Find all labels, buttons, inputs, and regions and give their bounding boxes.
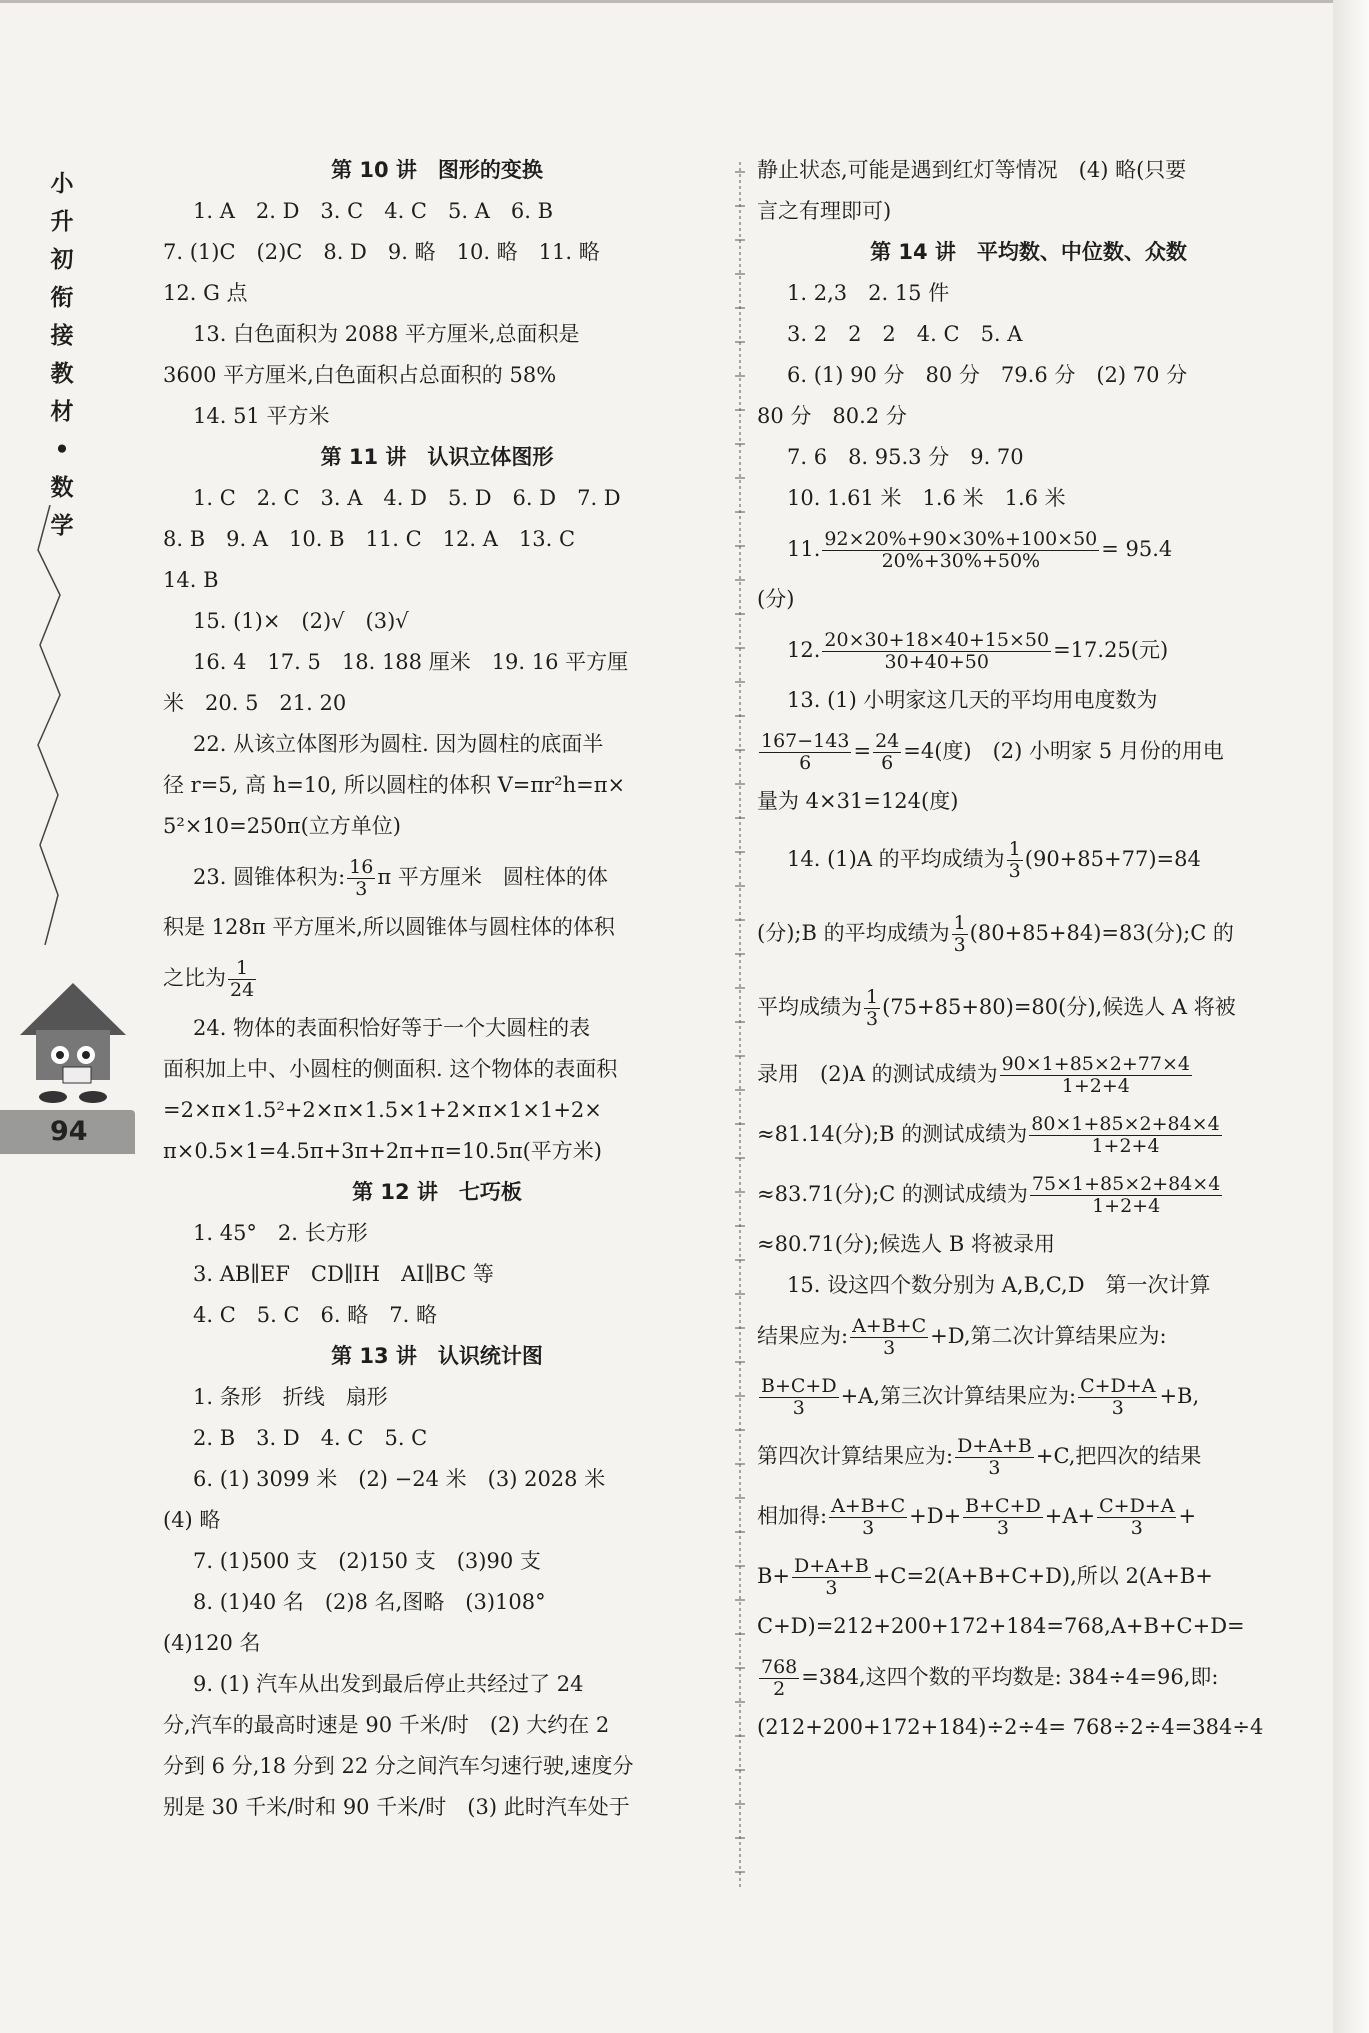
fraction-denominator: 3 [862,1517,875,1539]
fraction-denominator: 2 [773,1678,786,1700]
fraction [1097,1496,1176,1539]
fraction-numerator: A+B+C [831,1495,906,1518]
decorative-zigzag-line [30,505,70,945]
answer-line [757,970,1300,1044]
answer-line: 面积加上中、小圆柱的侧面积. 这个物体的表面积 [163,1057,618,1081]
fraction-numerator: 1 [228,958,256,980]
answer-line: 米 20. 5 21. 20 [163,691,347,715]
text-run: + [1178,1504,1197,1528]
fraction-denominator: 3 [996,1517,1009,1539]
fraction-numerator: B+C+D [965,1495,1041,1518]
answer-line: 6. (1) 3099 米 (2) −24 米 (3) 2028 米 [193,1467,606,1491]
answer-line [757,1306,1300,1366]
fraction [347,857,375,900]
fraction [822,630,1051,673]
answer-line [757,1044,1300,1104]
section-heading: 第 12 讲 七巧板 [352,1180,522,1204]
text-run: 12. [787,638,821,662]
fraction-numerator: D+A+B [794,1555,869,1578]
answer-line: 静止状态,可能是遇到红灯等情况 (4) 略(只要 [757,158,1187,182]
answer-line: 量为 4×31=124(度) [757,789,959,813]
text-run: = [853,739,872,763]
fraction-denominator: 3 [1111,1397,1124,1419]
text-run: 之比为 [163,966,226,990]
answer-line: (4)120 名 [163,1631,261,1655]
text-run: +A+ [1044,1504,1096,1528]
series-title-char: 衔 [50,285,74,311]
fraction-denominator: 3 [1130,1517,1143,1539]
fraction-denominator: 3 [866,1008,879,1030]
fraction-denominator: 24 [230,979,255,1001]
text-run: (90+85+77)=84 [1024,847,1201,871]
fraction-numerator: 768 [761,1656,798,1679]
text-run: π 平方厘米 圆柱体的体 [377,865,608,889]
fraction [759,731,851,774]
section-heading: 第 13 讲 认识统计图 [331,1344,543,1368]
text-run: 14. (1)A 的平均成绩为 [787,847,1005,871]
fraction [955,1436,1034,1479]
text-run: 结果应为: [757,1324,849,1348]
answer-line [757,1647,1300,1707]
answer-line: 径 r=5, 高 h=10, 所以圆柱的体积 V=πr²h=π× [163,773,626,797]
answer-line: 13. (1) 小明家这几天的平均用电度数为 [787,688,1158,712]
fraction-denominator: 6 [881,752,894,774]
fraction [228,958,256,1001]
answer-line: 12. G 点 [163,281,248,305]
answer-line: 3600 平方厘米,白色面积占总面积的 58% [163,363,557,387]
answer-line: π×0.5×1=4.5π+3π+2π+π=10.5π(平方米) [163,1139,603,1163]
fraction [759,1376,839,1419]
answer-line [757,1366,1300,1426]
fraction-denominator: 3 [792,1397,805,1419]
fraction-numerator: A+B+C [852,1315,927,1338]
series-title-char: 小 [50,171,74,197]
answer-line: 分,汽车的最高时速是 90 千米/时 (2) 大约在 2 [163,1713,610,1737]
answer-line [757,519,1300,579]
fraction [1000,1054,1192,1097]
answer-line: 5²×10=250π(立方单位) [163,814,401,838]
fraction-denominator: 1+2+4 [1092,1195,1161,1217]
answer-line: 15. (1)× (2)√ (3)√ [193,609,409,633]
text-run: +D,第二次计算结果应为: [930,1324,1167,1348]
answer-line: 言之有理即可) [757,199,892,223]
fraction-numerator: C+D+A [1080,1375,1156,1398]
answer-line: 16. 4 17. 5 18. 188 厘米 19. 16 平方厘 [193,650,629,674]
answer-line: 3. AB∥EF CD∥IH AI∥BC 等 [193,1262,494,1286]
series-title-char: 数 [50,475,74,501]
fraction-denominator: 3 [953,934,966,956]
series-title-char: 接 [50,323,74,349]
text-run: 平均成绩为 [757,995,862,1019]
text-run: 11. [787,537,821,561]
answer-line [757,822,1300,896]
series-title-char: 学 [50,513,74,539]
answer-line: 4. C 5. C 6. 略 7. 略 [193,1303,437,1327]
text-run: (分);B 的平均成绩为 [757,921,950,945]
fraction-numerator: 75×1+85×2+84×4 [1031,1173,1221,1196]
answer-line [163,948,711,1008]
answer-line: 7. (1)C (2)C 8. D 9. 略 10. 略 11. 略 [163,240,600,264]
fraction [1029,1114,1221,1157]
answer-line [757,1426,1300,1486]
fraction-denominator: 30+40+50 [884,651,989,673]
fraction-numerator: 1 [1008,838,1021,861]
top-rule [0,0,1333,3]
answer-line [163,847,711,907]
answer-line: 14. 51 平方米 [193,404,330,428]
text-run: +B, [1159,1384,1200,1408]
fraction-denominator: 6 [799,752,812,774]
answer-line: 积是 128π 平方厘米,所以圆锥体与圆柱体的体积 [163,915,615,939]
fraction-numerator: 167−143 [761,730,850,753]
answer-line: 1. C 2. C 3. A 4. D 5. D 6. D 7. D [193,486,621,510]
text-run: ≈83.71(分);C 的测试成绩为 [757,1182,1028,1206]
answer-line: 1. 2,3 2. 15 件 [787,281,950,305]
text-run: 第四次计算结果应为: [757,1444,954,1468]
answer-line: 22. 从该立体图形为圆柱. 因为圆柱的底面半 [193,732,604,756]
left-column [163,150,711,1828]
answer-line: 7. (1)500 支 (2)150 支 (3)90 支 [193,1549,541,1573]
section-heading: 第 11 讲 认识立体图形 [320,445,554,469]
answer-line: 8. (1)40 名 (2)8 名,图略 (3)108° [193,1590,546,1614]
series-title-char: • [54,437,70,463]
page-edge [1333,0,1369,2033]
answer-line [757,896,1300,970]
text-run: ≈81.14(分);B 的测试成绩为 [757,1122,1028,1146]
answer-line: 6. (1) 90 分 80 分 79.6 分 (2) 70 分 [787,363,1188,387]
fraction-denominator: 3 [355,878,368,900]
answer-line: 7. 6 8. 95.3 分 9. 70 [787,445,1024,469]
text-run: =4(度) (2) 小明家 5 月份的用电 [903,739,1224,763]
fraction-denominator: 3 [988,1457,1001,1479]
text-run: +C,把四次的结果 [1035,1444,1202,1468]
answer-line: 2. B 3. D 4. C 5. C [193,1426,428,1450]
answer-line [757,721,1300,781]
fraction-numerator: 24 [875,730,900,753]
answer-line: 9. (1) 汽车从出发到最后停止共经过了 24 [193,1672,584,1696]
answer-line: 10. 1.61 米 1.6 米 1.6 米 [787,486,1066,510]
text-run: (75+85+80)=80(分),候选人 A 将被 [882,995,1236,1019]
answer-line: 14. B [163,568,219,592]
answer-line: (4) 略 [163,1508,221,1532]
answer-line: C+D)=212+200+172+184=768,A+B+C+D= [757,1614,1245,1638]
answer-line: 别是 30 千米/时和 90 千米/时 (3) 此时汽车处于 [163,1795,630,1819]
section-heading: 第 10 讲 图形的变换 [331,158,543,182]
text-run: =384,这四个数的平均数是: 384÷4=96,即: [801,1665,1219,1689]
series-title-char: 教 [50,361,74,387]
fraction-denominator: 3 [825,1577,838,1599]
fraction-denominator: 3 [883,1337,896,1359]
text-run: +A,第三次计算结果应为: [840,1384,1077,1408]
answer-line: 13. 白色面积为 2088 平方厘米,总面积是 [193,322,580,346]
answer-line [757,1104,1300,1164]
fraction [822,529,1099,572]
answer-line: 8. B 9. A 10. B 11. C 12. A 13. C [163,527,576,551]
fraction-denominator: 3 [1008,860,1021,882]
fraction-denominator: 1+2+4 [1061,1075,1130,1097]
fraction-numerator: 1 [953,912,966,935]
fraction-numerator: 16 [349,856,374,879]
answer-line: =2×π×1.5²+2×π×1.5×1+2×π×1×1+2× [163,1098,602,1122]
column-divider [733,162,747,1887]
fraction [1030,1174,1222,1217]
answer-line: 80 分 80.2 分 [757,404,907,428]
fraction [792,1556,871,1599]
fraction-numerator: 1 [866,986,879,1009]
text-run: B+ [757,1564,791,1588]
answer-line: 分到 6 分,18 分到 22 分之间汽车匀速行驶,速度分 [163,1754,634,1778]
series-title-char: 升 [50,209,74,235]
series-title [42,165,82,545]
answer-line: 15. 设这四个数分别为 A,B,C,D 第一次计算 [787,1273,1211,1297]
text-run: 23. 圆锥体积为: [193,865,346,889]
fraction-numerator: 80×1+85×2+84×4 [1031,1113,1220,1136]
answer-line: (212+200+172+184)÷2÷4= 768÷2÷4=384÷4 [757,1715,1264,1739]
text-run: =17.25(元) [1053,638,1169,662]
fraction [952,913,968,956]
text-run: 录用 (2)A 的测试成绩为 [757,1062,998,1086]
answer-line [757,1546,1300,1606]
fraction [963,1496,1043,1539]
fraction [829,1496,907,1539]
answer-line: 3. 2 2 2 4. C 5. A [787,322,1023,346]
text-run: (80+85+84)=83(分);C 的 [969,921,1234,945]
answer-line: 1. A 2. D 3. C 4. C 5. A 6. B [193,199,554,223]
fraction-numerator: C+D+A [1099,1495,1175,1518]
fraction-numerator: D+A+B [957,1435,1032,1458]
fraction [1007,839,1023,882]
fraction-numerator: 92×20%+90×30%+100×50 [824,528,1098,551]
house-mascot-icon [8,975,138,1105]
text-run: +D+ [909,1504,962,1528]
answer-line [757,1486,1300,1546]
fraction [759,1657,799,1700]
fraction [864,987,880,1030]
fraction-numerator: 20×30+18×40+15×50 [824,629,1050,652]
section-heading: 第 14 讲 平均数、中位数、众数 [870,240,1187,264]
fraction-numerator: 90×1+85×2+77×4 [1001,1053,1190,1076]
fraction [850,1316,928,1359]
text-run: +C=2(A+B+C+D),所以 2(A+B+ [872,1564,1213,1588]
fraction [1078,1376,1157,1419]
series-title-char: 材 [50,399,74,425]
fraction-denominator: 1+2+4 [1091,1135,1160,1157]
answer-line: 1. 条形 折线 扇形 [193,1385,388,1409]
answer-line: ≈80.71(分);候选人 B 将被录用 [757,1232,1055,1256]
text-run: 相加得: [757,1504,828,1528]
right-column [757,150,1300,1748]
fraction [873,731,901,774]
answer-line: 1. 45° 2. 长方形 [193,1221,368,1245]
answer-line: 24. 物体的表面积恰好等于一个大圆柱的表 [193,1016,591,1040]
text-run: = 95.4 [1101,537,1173,561]
fraction-denominator: 20%+30%+50% [881,550,1041,572]
answer-line [757,1164,1300,1224]
answer-line [757,620,1300,680]
page-number: 94 [50,1116,88,1147]
series-title-char: 初 [50,247,74,273]
answer-line: (分) [757,587,795,611]
fraction-numerator: B+C+D [761,1375,837,1398]
